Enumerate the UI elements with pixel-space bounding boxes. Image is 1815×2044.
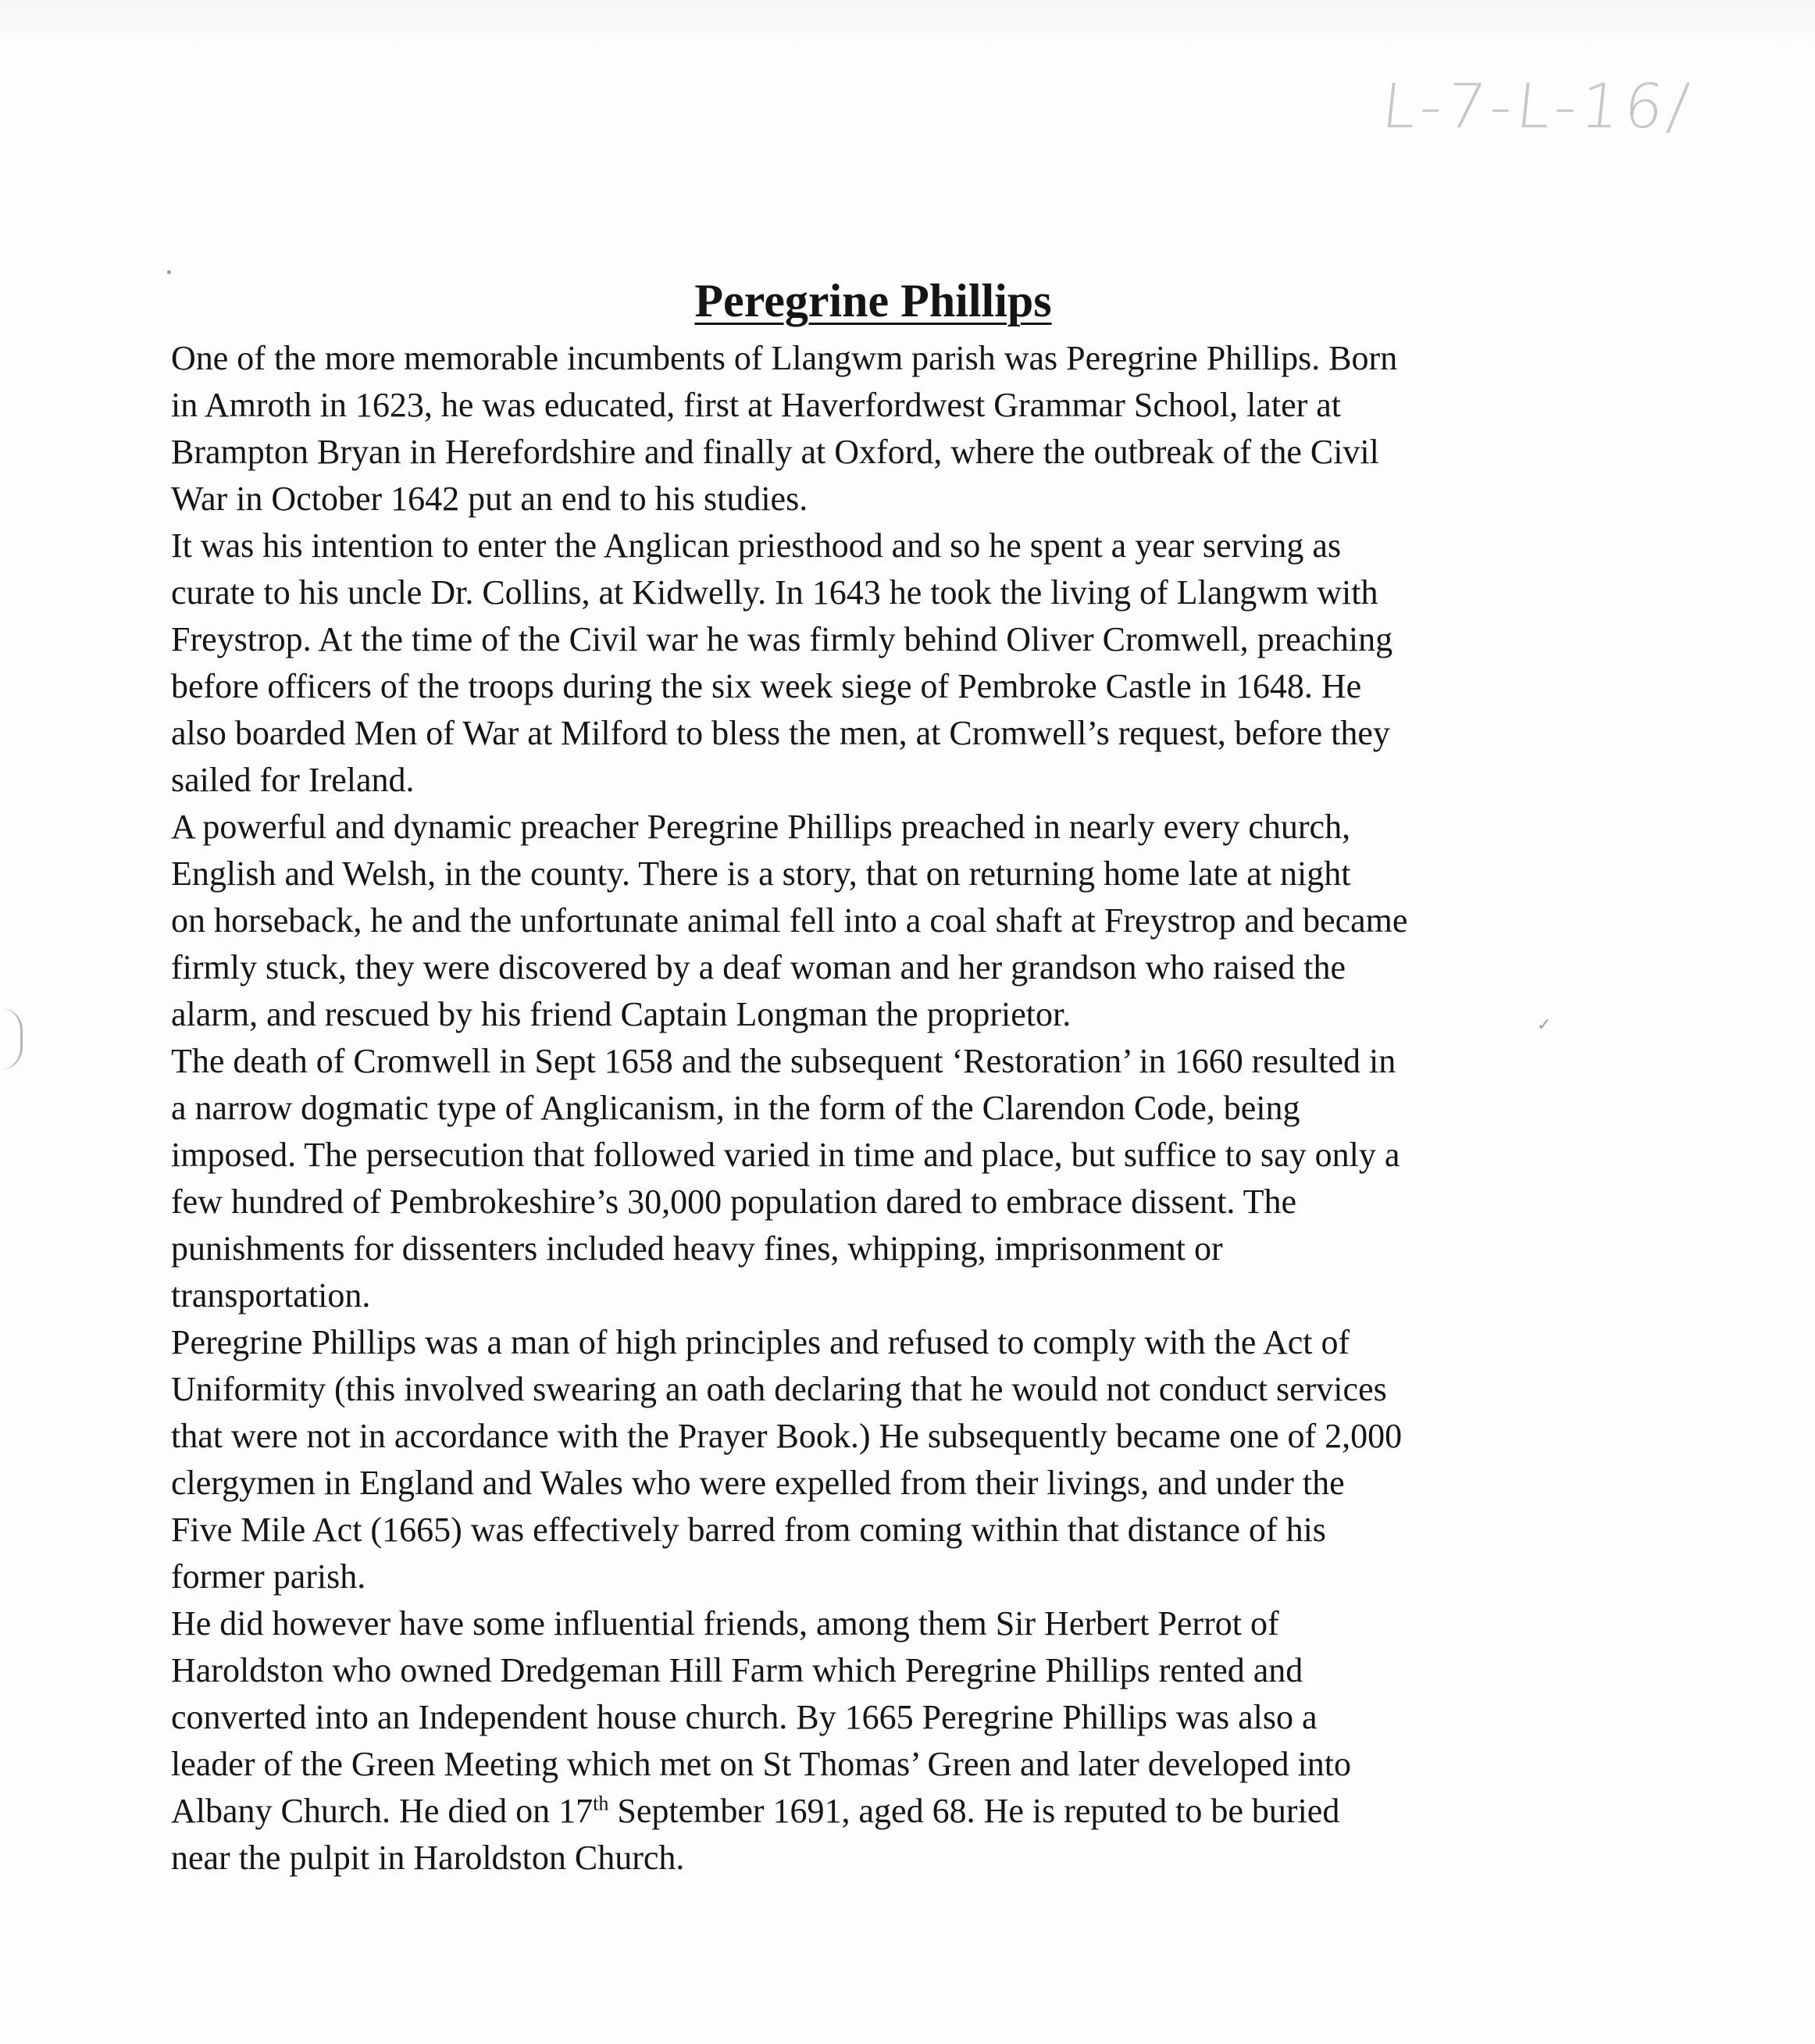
paragraph-2	[171, 523, 1741, 804]
paragraph-6	[171, 1600, 1741, 1882]
text-line: on horseback, he and the unfortunate animal fell into a coal shaft at Freystrop and became	[171, 901, 1408, 940]
document-body	[171, 335, 1741, 1882]
text-line: Haroldston who owned Dredgeman Hill Farm which Peregrine Phillips rented and	[171, 1651, 1303, 1689]
text-line: Peregrine Phillips was a man of high principles and refused to comply with the Act of	[171, 1323, 1350, 1361]
paragraph-3	[171, 804, 1741, 1038]
text-line: It was his intention to enter the Anglican priesthood and so he spent a year serving as	[171, 526, 1342, 565]
paragraph-5	[171, 1319, 1741, 1600]
text-line: He did however have some influential friends, among them Sir Herbert Perrot of	[171, 1604, 1279, 1643]
text-line: Freystrop. At the time of the Civil war he was firmly behind Oliver Cromwell, preaching	[171, 620, 1393, 658]
archive-reference-mark: L-7-L-16/	[1378, 72, 1697, 142]
text-line: before officers of the troops during the six week siege of Pembroke Castle in 1648. He	[171, 667, 1362, 705]
text-line: also boarded Men of War at Milford to bless the men, at Cromwell’s request, before they	[171, 714, 1390, 752]
document-title: Peregrine Phillips	[694, 275, 1052, 326]
text-line: converted into an Independent house church. By 1665 Peregrine Phillips was also a	[171, 1698, 1318, 1736]
text-line: a narrow dogmatic type of Anglicanism, in the form of the Clarendon Code, being	[171, 1089, 1300, 1127]
text-line: near the pulpit in Haroldston Church.	[171, 1839, 685, 1877]
text-segment: September 1691, aged 68. He is reputed to be buried	[608, 1792, 1340, 1830]
text-line: that were not in accordance with the Prayer Book.) He subsequently became one of 2,000	[171, 1417, 1403, 1455]
text-line: One of the more memorable incumbents of Llangwm parish was Peregrine Phillips. Born	[171, 339, 1398, 377]
pencil-tick-mark: ✓	[1537, 1015, 1552, 1035]
text-segment: Albany Church. He died on 17	[171, 1792, 594, 1830]
text-line: curate to his uncle Dr. Collins, at Kidwelly. In 1643 he took the living of Llangwm with	[171, 573, 1378, 612]
text-line: War in October 1642 put an end to his studies.	[171, 480, 808, 518]
text-line: few hundred of Pembrokeshire’s 30,000 population dared to embrace dissent. The	[171, 1183, 1297, 1221]
text-line: Five Mile Act (1665) was effectively barred from coming within that distance of his	[171, 1511, 1326, 1549]
text-line: Uniformity (this involved swearing an oath declaring that he would not conduct services	[171, 1370, 1387, 1408]
scan-edge-mark	[0, 1008, 23, 1070]
text-line: alarm, and rescued by his friend Captain Longman the proprietor.	[171, 995, 1072, 1033]
text-line: sailed for Ireland.	[171, 761, 415, 799]
text-line: English and Welsh, in the county. There is a story, that on returning home late at night	[171, 854, 1351, 893]
paragraph-1	[171, 335, 1741, 523]
text-line: The death of Cromwell in Sept 1658 and the subsequent ‘Restoration’ in 1660 resulted in	[171, 1042, 1396, 1080]
text-line-with-superscript	[171, 1788, 1741, 1835]
text-line: firmly stuck, they were discovered by a deaf woman and her grandson who raised the	[171, 948, 1346, 986]
ordinal-superscript: th	[593, 1792, 609, 1815]
text-line: leader of the Green Meeting which met on St Thomas’ Green and later developed into	[171, 1745, 1351, 1783]
text-line: Brampton Bryan in Herefordshire and finally at Oxford, where the outbreak of the Civil	[171, 433, 1379, 471]
text-line: clergymen in England and Wales who were expelled from their livings, and under the	[171, 1464, 1345, 1502]
text-line: punishments for dissenters included heavy fines, whipping, imprisonment or	[171, 1229, 1223, 1268]
text-line: A powerful and dynamic preacher Peregrine Phillips preached in nearly every church,	[171, 808, 1351, 846]
paragraph-4	[171, 1038, 1741, 1319]
text-line: imposed. The persecution that followed varied in time and place, but suffice to say only a	[171, 1136, 1400, 1174]
text-line: in Amroth in 1623, he was educated, first at Haverfordwest Grammar School, later at	[171, 386, 1341, 424]
text-line: transportation.	[171, 1276, 371, 1315]
scan-top-edge	[0, 0, 1815, 52]
text-line: former parish.	[171, 1557, 366, 1596]
